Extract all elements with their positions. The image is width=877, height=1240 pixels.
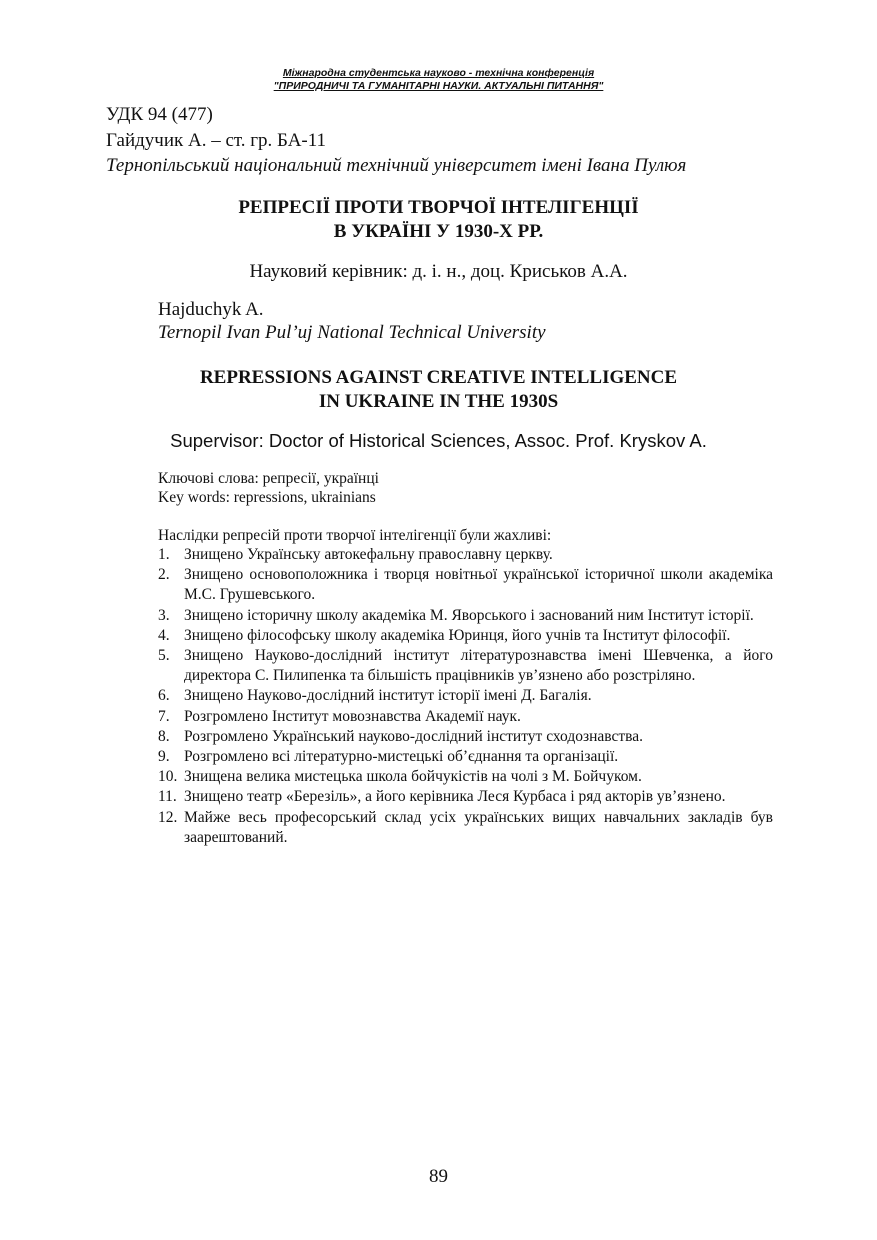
list-item [158,707,773,727]
udk-code: УДК 94 (477) [106,104,213,125]
list-item-text: Знищено історичну школу академіка М. Яворського і заснований ним Інститут історії. [184,606,754,624]
list-item-text: Знищена велика мистецька школа бойчукістів на чолі з М. Бойчуком. [184,768,642,786]
title-ua [0,196,877,244]
list-item-text: Розгромлено Український науково-дослідний інститут сходознавства. [184,727,644,745]
list-item [158,545,773,565]
university-en: Ternopil Ivan Pul’uj National Technical University [158,322,546,343]
supervisor-en: Supervisor: Doctor of Historical Sciences, Assoc. Prof. Kryskov A. [170,430,707,451]
list-item-text: Знищено Українську автокефальну православну церкву. [184,546,553,563]
list-item [158,787,773,807]
conference-header-line1: Міжнародна студентська науково - технічна конференція [282,67,595,79]
list-item-number: 3. [158,606,170,624]
list-item [158,808,773,848]
list-item-number: 8. [158,727,170,745]
list-item-number: 12. [158,808,178,826]
university-ua: Тернопільський національний технічний університет імені Івана Пулюя [106,155,687,176]
title-en-line2: IN UKRAINE IN THE 1930S [318,391,559,412]
list-item-number: 10. [158,768,178,786]
list-item-text: Знищено філософську школу академіка Юринця, його учнів та Інститут філософії. [184,626,731,644]
conference-header-line2: "ПРИРОДНИЧІ ТА ГУМАНІТАРНІ НАУКИ. АКТУАЛЬНІ ПИТАННЯ" [273,80,604,92]
list-item-number: 6. [158,687,170,705]
list-item-text: Знищено театр «Березіль», а його керівника Леся Курбаса і ряд акторів ув’язнено. [184,788,726,806]
intro-paragraph: Наслідки репресій проти творчої інтелігенції були жахливі: [158,527,552,544]
list-item [158,747,773,767]
keywords-ua: Ключові слова: репресії, українці [158,470,379,487]
keywords-en: Key words: repressions, ukrainians [158,489,376,506]
list-item [158,606,773,626]
list-item-number: 2. [158,566,170,584]
list-item-text: Розгромлено Інститут мовознавства Академії наук. [184,707,521,725]
page-number: 89 [429,1166,448,1187]
author-en: Hajduchyk A. [158,299,264,320]
list-item-text: Розгромлено всі літературно-мистецькі об’єднання та організації. [184,748,619,766]
list-item-number: 9. [158,748,170,766]
list-item-number: 1. [158,546,170,563]
list-item-number: 11. [158,788,177,806]
list-item-number: 5. [158,647,170,665]
consequences-list [158,545,773,848]
list-item-text: Знищено основоположника і творця новітньої української історичної школи академіка М.С. Грушевського. [184,566,773,604]
list-item-number: 4. [158,626,170,644]
title-ua-line2: В УКРАЇНІ У 1930-Х РР. [333,221,544,242]
list-item [158,686,773,706]
title-en [0,366,877,414]
title-ua-line1: РЕПРЕСІЇ ПРОТИ ТВОРЧОЇ ІНТЕЛІГЕНЦІЇ [238,197,639,218]
list-item [158,565,773,605]
list-item-text: Майже весь професорський склад усіх українських вищих навчальних закладів був заарештований. [184,808,773,846]
list-item-text: Знищено Науково-дослідний інститут історії імені Д. Багалія. [184,687,592,705]
list-item-number: 7. [158,707,170,725]
supervisor-ua: Науковий керівник: д. і. н., доц. Криськов А.А. [249,261,628,282]
title-en-line1: REPRESSIONS AGAINST CREATIVE INTELLIGENCE [199,367,678,388]
list-item [158,727,773,747]
list-item [158,626,773,646]
list-item [158,646,773,686]
keywords-block [158,469,379,507]
list-item-text: Знищено Науково-дослідний інститут літературознавства імені Шевченка, а його директора С. Пилипенка та більшість працівників ув’язнено або розстріляно. [184,647,773,685]
author-ua: Гайдучик А. – ст. гр. БА-11 [106,130,327,151]
list-item [158,767,773,787]
